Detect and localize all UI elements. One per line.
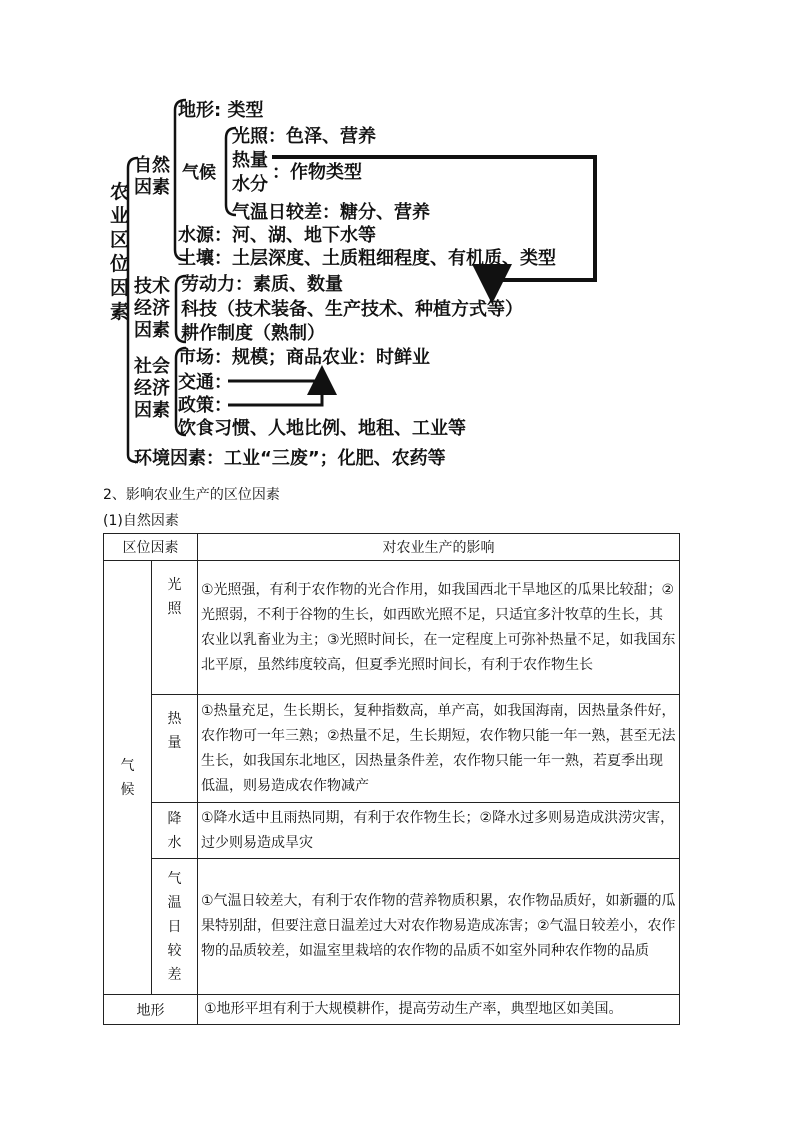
table-row [104, 695, 680, 803]
tech-factors-label-3: 因素 [134, 320, 170, 341]
social-factors-label-3: 因素 [134, 400, 170, 421]
table-row [104, 995, 680, 1025]
temp-range-effect: ①气温日较差大，有利于农作物的营养物质积累，农作物品质好，如新疆的瓜果特别甜，但要注意日温差过大对农作物易造成冻害；②气温日较差小，农作物的品质较差，如温室里栽培的农作物的品质不如室外同种农作物的品质 [198, 859, 680, 995]
natural-factors-table [103, 533, 680, 1025]
climate-cell [104, 561, 152, 995]
farming-system-item: 耕作制度（熟制） [181, 323, 325, 344]
temp-range-item: 气温日较差：糖分、营养 [232, 202, 430, 223]
diet-item: 饮食习惯、人地比例、地租、工业等 [178, 418, 466, 439]
policy-item: 政策： [178, 395, 232, 416]
temp-range-label: 气温日较差 [167, 870, 182, 983]
climate-label: 气候 [182, 163, 216, 183]
tech-factors-label-2: 经济 [134, 298, 170, 319]
precipitation-cell [152, 803, 198, 859]
social-factors-label-2: 经济 [134, 378, 170, 399]
svg-text:农业区位因素: 农业区位因素 [110, 181, 130, 323]
social-factors-label: 社会 [134, 356, 170, 377]
soil-item: 土壤：土层深度、土质粗细程度、有机质、类型 [178, 248, 556, 269]
water-item: 水分 [232, 174, 268, 195]
precipitation-label: 降水 [167, 810, 182, 851]
heat-item: 热量 [232, 150, 268, 171]
heat-cell [152, 695, 198, 803]
terrain-effect: ①地形平坦有利于大规模耕作，提高劳动生产率，典型地区如美国。 [198, 995, 680, 1025]
natural-factors-label: 自然 [134, 155, 170, 176]
transport-item: 交通： [178, 372, 232, 393]
environment-item: 环境因素：工业“三废”；化肥、农药等 [134, 448, 446, 469]
table-row [104, 859, 680, 995]
climate-cell-text: 气候 [120, 757, 135, 798]
table-header-row [104, 534, 680, 561]
heat-label: 热量 [167, 711, 182, 751]
natural-factors-label-2: 因素 [134, 177, 170, 198]
sunlight-label: 光照 [167, 577, 182, 617]
market-item: 市场：规模；商品农业：时鲜业 [178, 347, 430, 368]
header-factor: 区位因素 [104, 534, 198, 561]
precipitation-effect: ①降水适中且雨热同期，有利于农作物生长；②降水过多则易造成洪涝灾害，过少则易造成旱灾 [198, 803, 680, 859]
temp-range-cell [152, 859, 198, 995]
sub-heading: (1)自然因素 [103, 513, 179, 529]
tech-factors-label: 技术 [134, 276, 170, 297]
sunlight-item: 光照：色泽、营养 [232, 126, 376, 147]
root-label [109, 180, 129, 323]
sunlight-cell [152, 561, 198, 695]
table-row [104, 803, 680, 859]
heat-effect: ①热量充足，生长期长，复种指数高，单产高，如我国海南，因热量条件好，农作物可一年三熟；②热量不足，生长期短，农作物只能一年一熟，甚至无法生长，如我国东北地区，因热量条件差，农作物只能一年一熟，若夏季出现低温，则易造成农作物减产 [198, 695, 680, 803]
terrain-item: 地形: 类型 [178, 100, 264, 121]
policy-market-arrow [228, 381, 322, 405]
heat-water-effect: ：作物类型 [272, 162, 362, 183]
tech-item: 科技（技术装备、生产技术、种植方式等） [181, 299, 523, 320]
agricultural-location-factors-diagram [0, 0, 794, 480]
labor-item: 劳动力：素质、数量 [181, 274, 343, 295]
sunlight-effect: ①光照强，有利于农作物的光合作用，如我国西北干旱地区的瓜果比较甜；②光照弱，不利于谷物的生长，如西欧光照不足，只适宜多汁牧草的生长，其农业以乳畜业为主；③光照时间长，在一定程度上可弥补热量不足，如我国东北平原，虽然纬度较高，但夏季光照时间长，有利于农作物生长 [198, 561, 680, 695]
header-effect: 对农业生产的影响 [198, 534, 680, 561]
terrain-cell: 地形 [104, 995, 198, 1025]
section-heading: 2、影响农业生产的区位因素 [103, 487, 280, 503]
table-row [104, 561, 680, 695]
water-source-item: 水源：河、湖、地下水等 [178, 225, 376, 246]
transport-market-arrow [228, 371, 322, 381]
